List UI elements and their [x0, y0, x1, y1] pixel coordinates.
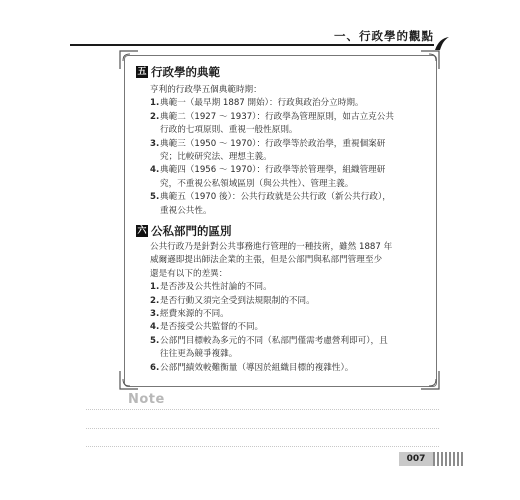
list-number: 1. [150, 98, 160, 109]
list-text: 是否涉及公共性討論的不同。 [160, 282, 272, 293]
section-number: 六 [137, 225, 147, 236]
list-number: 3. [150, 309, 160, 320]
corner-ornament-icon [419, 49, 441, 71]
section-body [150, 241, 426, 375]
list-text: 經費來源的不同。 [160, 309, 229, 320]
list-number: 2. [150, 295, 160, 306]
note-label: Note [128, 392, 165, 407]
list-item [150, 138, 426, 165]
list-number: 1. [150, 282, 160, 293]
list-item [150, 321, 426, 334]
list-number: 2. [150, 111, 160, 122]
list-text: 究，不重視公私領域區別（與公共性）、管理主義。 [160, 178, 354, 189]
list-text: 是否行動又須完全受到法規限制的不同。 [160, 295, 315, 306]
list-item [150, 308, 426, 321]
section-intro: 亨利的行政學五個典範時期： [150, 85, 262, 95]
list-number: 4. [150, 165, 160, 176]
section-intro: 還是有以下的差異： [150, 268, 228, 279]
page-number: 007 [399, 452, 433, 466]
list-text: 行政的七項原則、重視一般性原則。 [160, 125, 298, 136]
list-item [150, 97, 426, 110]
list-number: 3. [150, 138, 160, 149]
list-item [150, 111, 426, 138]
section-heading [136, 223, 232, 239]
list-text: 典範二（1927 ～ 1937）：行政學為管理原則，如古立克公共 [160, 111, 394, 122]
list-item [150, 362, 426, 375]
list-text: 公部門目標較為多元的不同（私部門僅需考慮營利即可），且 [160, 335, 388, 346]
list-text: 重視公共性。 [160, 205, 212, 216]
section-body [150, 84, 426, 218]
list-text: 典範四（1956 ～ 1970）：行政學等於管理學，組織管理研 [160, 165, 386, 176]
list-text: 典範三（1950 ～ 1970）：行政學等於政治學，重視個案研 [160, 138, 386, 149]
section-heading [136, 64, 220, 80]
list-number: 5. [150, 335, 160, 346]
header-rule [70, 44, 434, 46]
section-intro: 公共行政乃是針對公共事務進行管理的一種技術，雖然 1887 年 [150, 242, 393, 252]
list-number: 4. [150, 322, 160, 333]
list-text: 是否接受公共監督的不同。 [160, 322, 264, 333]
section-title: 公私部門的區別 [151, 224, 232, 238]
section-title: 行政學的典範 [151, 65, 220, 79]
list-text: 究；比較研究法、理想主義。 [160, 152, 272, 163]
section-number: 五 [137, 66, 147, 77]
corner-ornament-icon [118, 369, 140, 391]
list-item [150, 191, 426, 218]
list-text: 公部門績效較難衡量（導因於組織目標的複雜性）。 [160, 362, 354, 373]
note-line [86, 409, 439, 410]
list-text: 往往更為競爭複雜。 [160, 349, 238, 360]
chapter-title: 一、行政學的觀點 [334, 29, 434, 43]
list-item [150, 281, 426, 294]
note-line [86, 446, 439, 447]
list-text: 典範一（最早期 1887 開始）：行政與政治分立時期。 [160, 98, 364, 109]
list-number: 5. [150, 192, 160, 203]
section-intro: 威爾遜即提出師法企業的主張，但是公部門與私部門管理至少 [150, 255, 383, 266]
page-number-stripes [433, 452, 463, 466]
list-text: 典範五（1970 後）：公共行政就是公共行政（新公共行政）， [160, 192, 391, 203]
list-item [150, 164, 426, 191]
list-number: 6. [150, 362, 160, 373]
note-line [86, 428, 439, 429]
list-item [150, 295, 426, 308]
list-item [150, 335, 426, 362]
